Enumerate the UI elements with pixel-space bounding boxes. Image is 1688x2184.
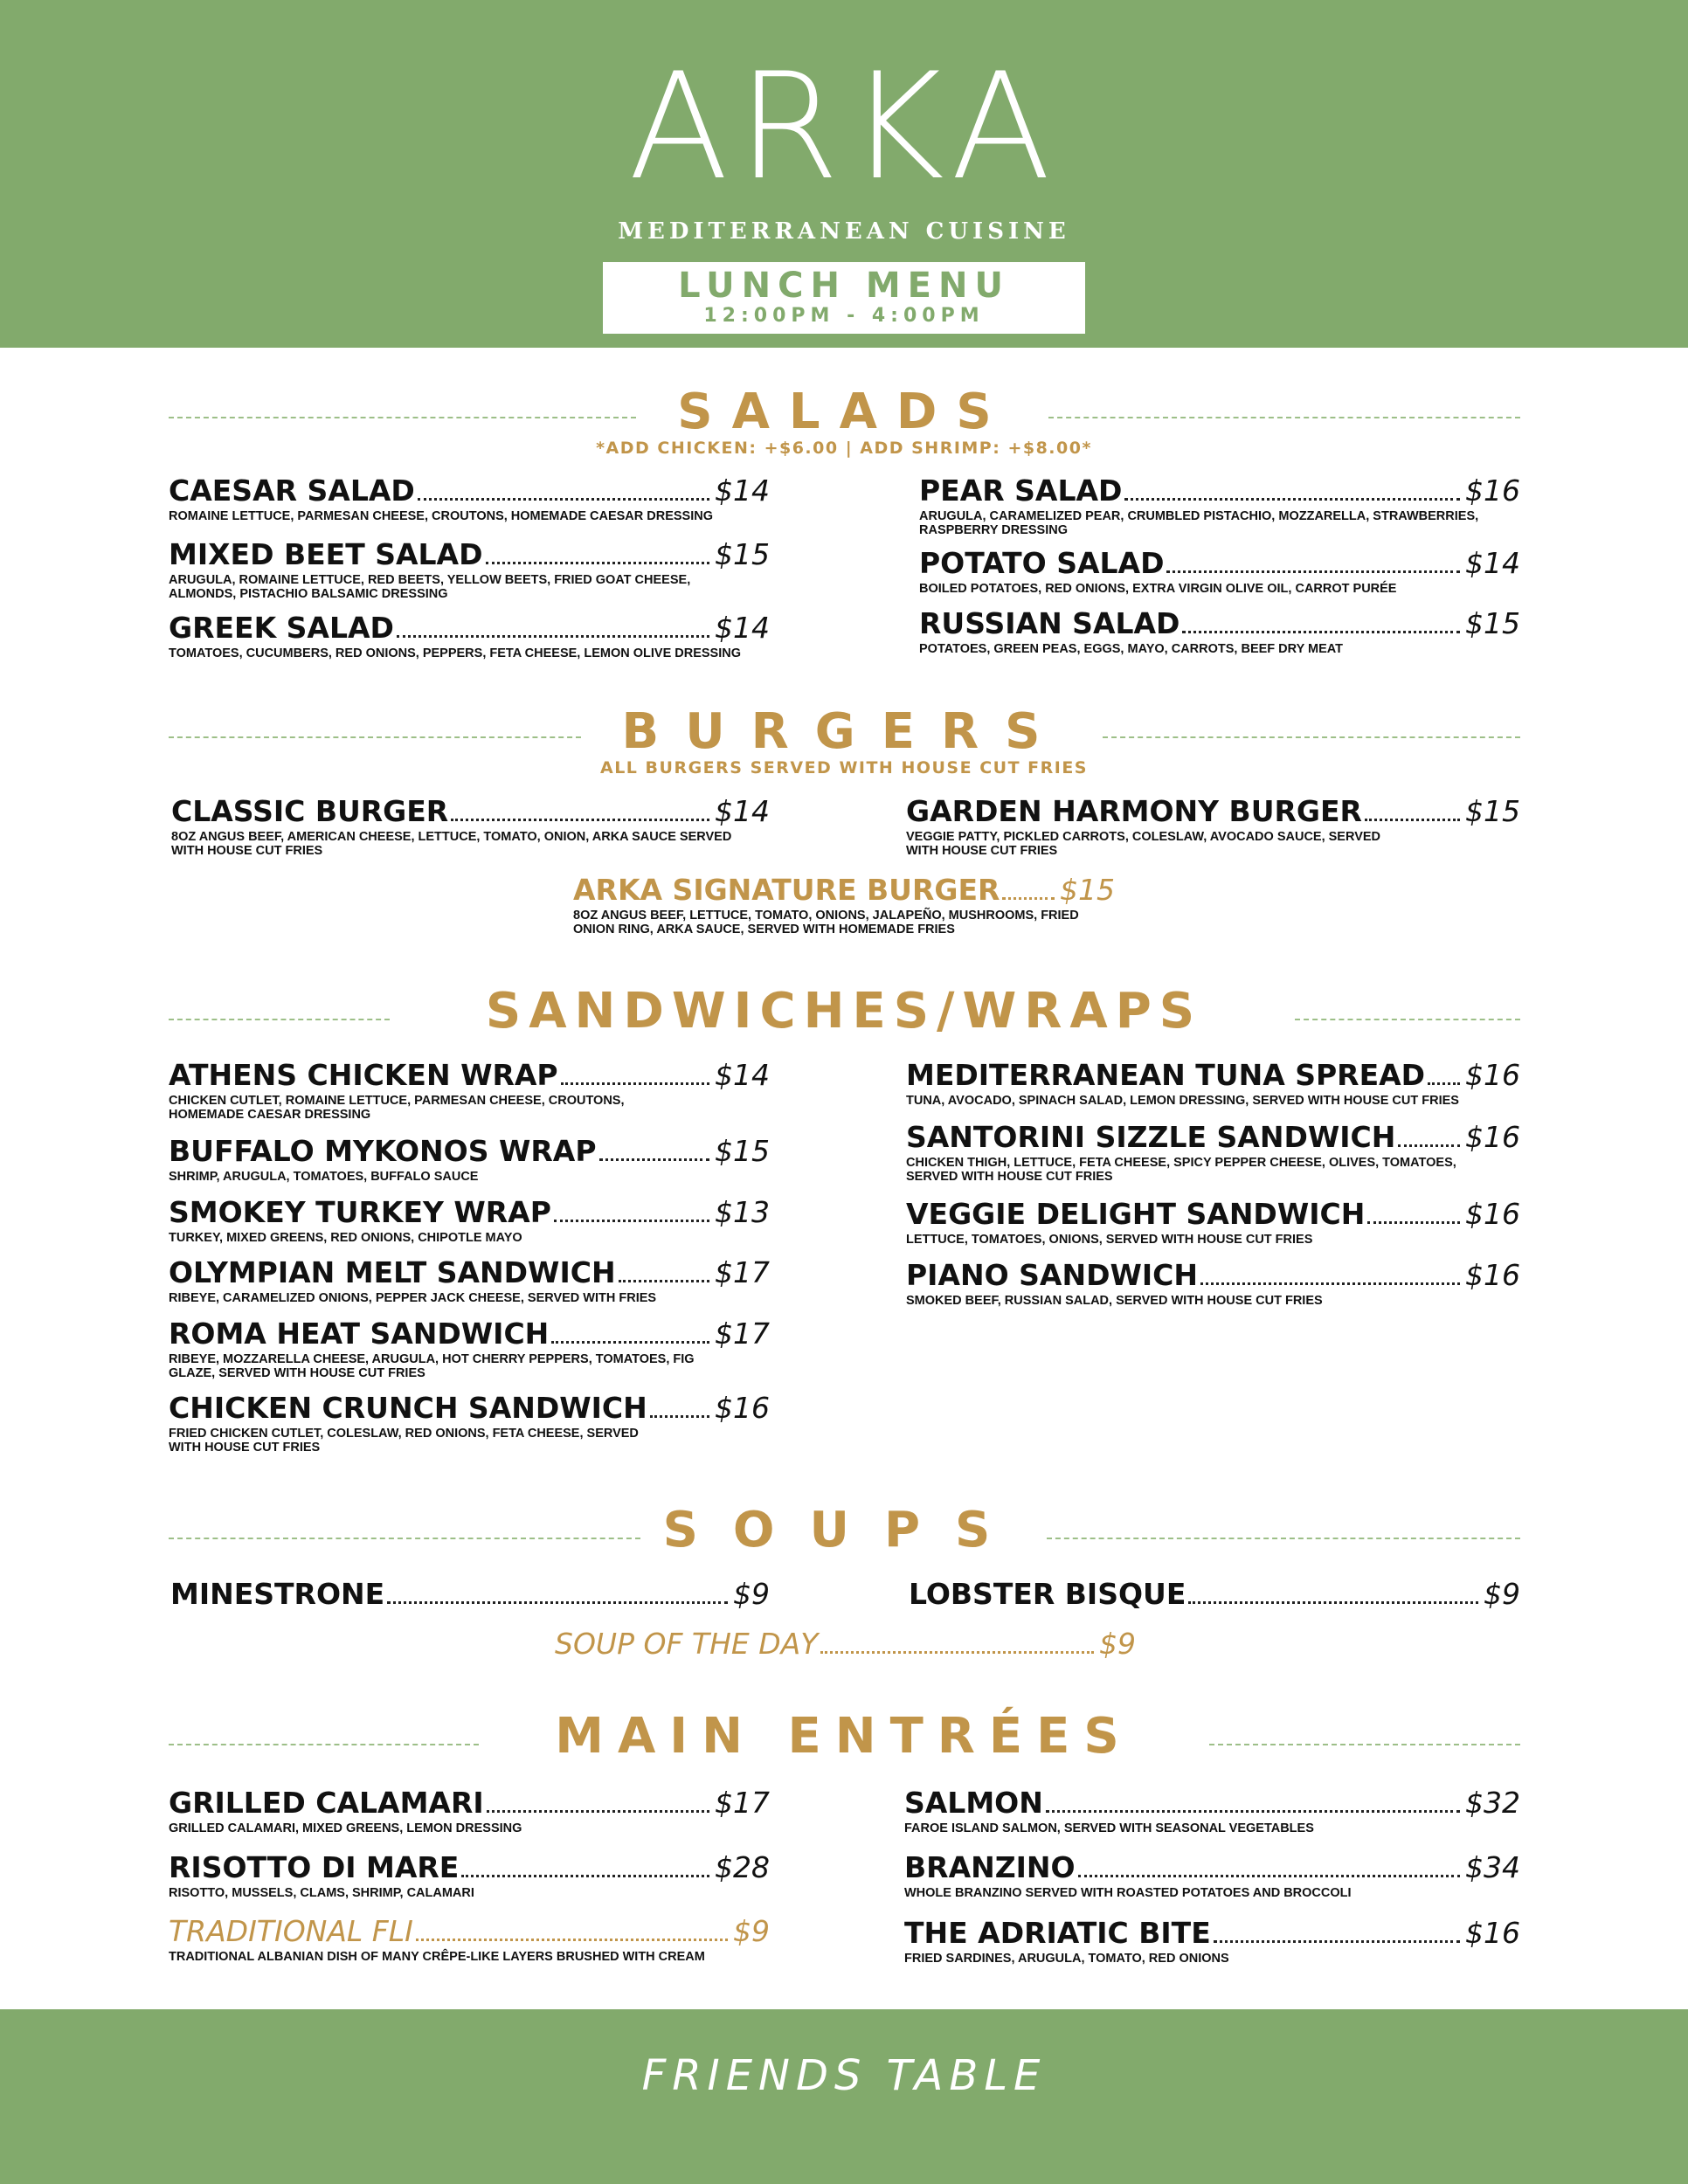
item-desc: POTATOES, GREEN PEAS, EGGS, MAYO, CARROTS, BEEF DRY MEAT (919, 642, 1344, 656)
item-price: $9 (733, 1914, 770, 1948)
item-desc: ARUGULA, CARAMELIZED PEAR, CRUMBLED PISTACHIO, MOZZARELLA, STRAWBERRIES, RASPBERRY DRESSING (919, 509, 1479, 537)
item-name: SALMON (904, 1786, 1043, 1820)
menu-title: LUNCH MENU (678, 266, 1010, 306)
item-name: SOUP OF THE DAY (555, 1627, 819, 1661)
item-desc: SMOKED BEEF, RUSSIAN SALAD, SERVED WITH HOUSE CUT FRIES (906, 1294, 1323, 1308)
menu-item (169, 612, 770, 660)
item-desc: WHOLE BRANZINO SERVED WITH ROASTED POTATOES AND BROCCOLI (904, 1886, 1352, 1900)
menu-item (169, 1392, 770, 1455)
menu-item (906, 1198, 1520, 1247)
item-name: PIANO SANDWICH (906, 1258, 1198, 1292)
item-price: $34 (1465, 1850, 1520, 1884)
item-desc: VEGGIE PATTY, PICKLED CARROTS, COLESLAW, AVOCADO SAUCE, SERVED WITH HOUSE CUT FRIES (906, 830, 1381, 858)
item-price: $9 (733, 1577, 770, 1611)
item-name: MINESTRONE (170, 1577, 385, 1611)
item-desc: ROMAINE LETTUCE, PARMESAN CHEESE, CROUTONS, HOMEMADE CAESAR DRESSING (169, 509, 714, 523)
menu-item (169, 538, 770, 601)
menu-item (906, 1121, 1520, 1184)
footer-text: FRIENDS TABLE (641, 2051, 1047, 2100)
menu-hours: 12:00PM - 4:00PM (703, 305, 985, 327)
item-price: $9 (1484, 1577, 1520, 1611)
item-price: $14 (715, 611, 770, 645)
menu-item (171, 795, 770, 858)
item-price: $16 (1465, 1197, 1520, 1231)
item-desc: 8OZ ANGUS BEEF, LETTUCE, TOMATO, ONIONS, JALAPEÑO, MUSHROOMS, FRIED ONION RING, ARKA SAUCE, SERVED WITH HOMEMADE FRIES (573, 909, 1079, 936)
item-desc: FAROE ISLAND SALMON, SERVED WITH SEASONAL VEGETABLES (904, 1821, 1314, 1835)
item-price: $15 (1465, 794, 1520, 828)
item-desc: TUNA, AVOCADO, SPINACH SALAD, LEMON DRESSING, SERVED WITH HOUSE CUT FRIES (906, 1094, 1459, 1108)
item-name: BRANZINO (904, 1850, 1076, 1884)
item-price: $14 (715, 794, 770, 828)
item-desc: TURKEY, MIXED GREENS, RED ONIONS, CHIPOTLE MAYO (169, 1231, 522, 1245)
item-desc: TRADITIONAL ALBANIAN DISH OF MANY CRÊPE-LIKE LAYERS BRUSHED WITH CREAM (169, 1950, 705, 1964)
menu-item (169, 1256, 770, 1305)
menu-item (904, 1787, 1520, 1835)
menu-item (906, 795, 1520, 858)
salads-note: *ADD CHICKEN: +$6.00 | ADD SHRIMP: +$8.00* (596, 439, 1092, 458)
item-price: $15 (715, 537, 770, 571)
item-desc: 8OZ ANGUS BEEF, AMERICAN CHEESE, LETTUCE, TOMATO, ONION, ARKA SAUCE SERVED WITH HOUSE CUT FRIES (171, 830, 732, 858)
section-title-salads: SALADS (677, 384, 1011, 440)
item-desc: BOILED POTATOES, RED ONIONS, EXTRA VIRGIN OLIVE OIL, CARROT PURÉE (919, 582, 1397, 596)
item-price: $16 (1465, 1058, 1520, 1092)
brand-logo: ARKA (628, 41, 1060, 212)
menu-item (170, 1578, 770, 1611)
menu-item (169, 1135, 770, 1184)
item-name: RISOTTO DI MARE (169, 1850, 460, 1884)
item-desc: FRIED CHICKEN CUTLET, COLESLAW, RED ONIONS, FETA CHEESE, SERVED WITH HOUSE CUT FRIES (169, 1427, 639, 1455)
menu-item (169, 1196, 770, 1245)
item-name: MEDITERRANEAN TUNA SPREAD (906, 1058, 1426, 1092)
item-name: PEAR SALAD (919, 473, 1123, 508)
menu-item (169, 1059, 770, 1122)
item-name: ROMA HEAT SANDWICH (169, 1317, 550, 1351)
menu-item-featured (169, 1915, 770, 1964)
menu-item (906, 1059, 1520, 1108)
item-price: $17 (715, 1317, 770, 1351)
menu-item (169, 1787, 770, 1835)
item-price: $17 (715, 1255, 770, 1289)
item-desc: RIBEYE, MOZZARELLA CHEESE, ARUGULA, HOT CHERRY PEPPERS, TOMATOES, FIG GLAZE, SERVED WITH HOUSE CUT FRIES (169, 1352, 695, 1380)
menu-item (906, 1259, 1520, 1308)
item-desc: ARUGULA, ROMAINE LETTUCE, RED BEETS, YELLOW BEETS, FRIED GOAT CHEESE, ALMONDS, PISTACHIO BALSAMIC DRESSING (169, 573, 691, 601)
menu-item (909, 1578, 1520, 1611)
item-name: GREEK SALAD (169, 611, 394, 645)
item-price: $14 (715, 473, 770, 508)
item-price: $16 (1465, 1258, 1520, 1292)
item-price: $15 (715, 1134, 770, 1168)
item-name: CHICKEN CRUNCH SANDWICH (169, 1391, 647, 1425)
item-price: $15 (1465, 606, 1520, 640)
menu-item (919, 474, 1520, 537)
brand-tagline: MEDITERRANEAN CUISINE (618, 218, 1070, 245)
menu-title-box (603, 262, 1085, 334)
menu-item (904, 1917, 1520, 1966)
item-price: $16 (1465, 473, 1520, 508)
item-desc: GRILLED CALAMARI, MIXED GREENS, LEMON DRESSING (169, 1821, 522, 1835)
item-desc: RISOTTO, MUSSELS, CLAMS, SHRIMP, CALAMARI (169, 1886, 474, 1900)
menu-item (169, 1851, 770, 1900)
section-title-entrees: MAIN ENTRÉES (555, 1708, 1133, 1765)
item-name: OLYMPIAN MELT SANDWICH (169, 1255, 616, 1289)
item-price: $16 (1465, 1916, 1520, 1950)
item-name: VEGGIE DELIGHT SANDWICH (906, 1197, 1366, 1231)
item-desc: SHRIMP, ARUGULA, TOMATOES, BUFFALO SAUCE (169, 1170, 479, 1184)
section-title-soups: SOUPS (662, 1502, 1026, 1559)
item-desc: FRIED SARDINES, ARUGULA, TOMATO, RED ONIONS (904, 1952, 1229, 1966)
burgers-note: ALL BURGERS SERVED WITH HOUSE CUT FRIES (600, 758, 1088, 778)
item-name: LOBSTER BISQUE (909, 1577, 1186, 1611)
section-title-sandwiches: SANDWICHES/WRAPS (485, 983, 1203, 1040)
menu-item (904, 1851, 1520, 1900)
menu-item (919, 607, 1520, 656)
item-desc: LETTUCE, TOMATOES, ONIONS, SERVED WITH HOUSE CUT FRIES (906, 1233, 1313, 1247)
item-desc: TOMATOES, CUCUMBERS, RED ONIONS, PEPPERS, FETA CHEESE, LEMON OLIVE DRESSING (169, 646, 741, 660)
item-price: $9 (1099, 1627, 1136, 1661)
item-price: $14 (1465, 546, 1520, 580)
menu-item (169, 1317, 770, 1380)
item-name: CLASSIC BURGER (171, 794, 449, 828)
item-name: ATHENS CHICKEN WRAP (169, 1058, 558, 1092)
item-name: RUSSIAN SALAD (919, 606, 1180, 640)
menu-item-featured (555, 1628, 1136, 1661)
item-price: $13 (715, 1195, 770, 1229)
item-name: POTATO SALAD (919, 546, 1165, 580)
item-name: CAESAR SALAD (169, 473, 415, 508)
menu-item-featured (573, 874, 1115, 936)
item-price: $16 (715, 1391, 770, 1425)
item-name: BUFFALO MYKONOS WRAP (169, 1134, 597, 1168)
item-price: $16 (1465, 1120, 1520, 1154)
item-price: $17 (715, 1786, 770, 1820)
item-name: MIXED BEET SALAD (169, 537, 483, 571)
menu-item (169, 474, 770, 523)
section-title-burgers: BURGERS (621, 703, 1067, 760)
menu-item (919, 547, 1520, 596)
item-name: SMOKEY TURKEY WRAP (169, 1195, 551, 1229)
item-name: ARKA SIGNATURE BURGER (573, 873, 1000, 907)
item-name: TRADITIONAL FLI (169, 1914, 413, 1948)
item-price: $15 (1060, 873, 1115, 907)
item-desc: RIBEYE, CARAMELIZED ONIONS, PEPPER JACK CHEESE, SERVED WITH FRIES (169, 1291, 657, 1305)
item-desc: CHICKEN CUTLET, ROMAINE LETTUCE, PARMESAN CHEESE, CROUTONS, HOMEMADE CAESAR DRESSING (169, 1094, 625, 1122)
item-price: $14 (715, 1058, 770, 1092)
item-price: $32 (1465, 1786, 1520, 1820)
item-price: $28 (715, 1850, 770, 1884)
item-name: SANTORINI SIZZLE SANDWICH (906, 1120, 1396, 1154)
item-desc: CHICKEN THIGH, LETTUCE, FETA CHEESE, SPICY PEPPER CHEESE, OLIVES, TOMATOES, SERVED WITH HOUSE CUT FRIES (906, 1156, 1456, 1184)
item-name: THE ADRIATIC BITE (904, 1916, 1211, 1950)
item-name: GARDEN HARMONY BURGER (906, 794, 1362, 828)
item-name: GRILLED CALAMARI (169, 1786, 484, 1820)
